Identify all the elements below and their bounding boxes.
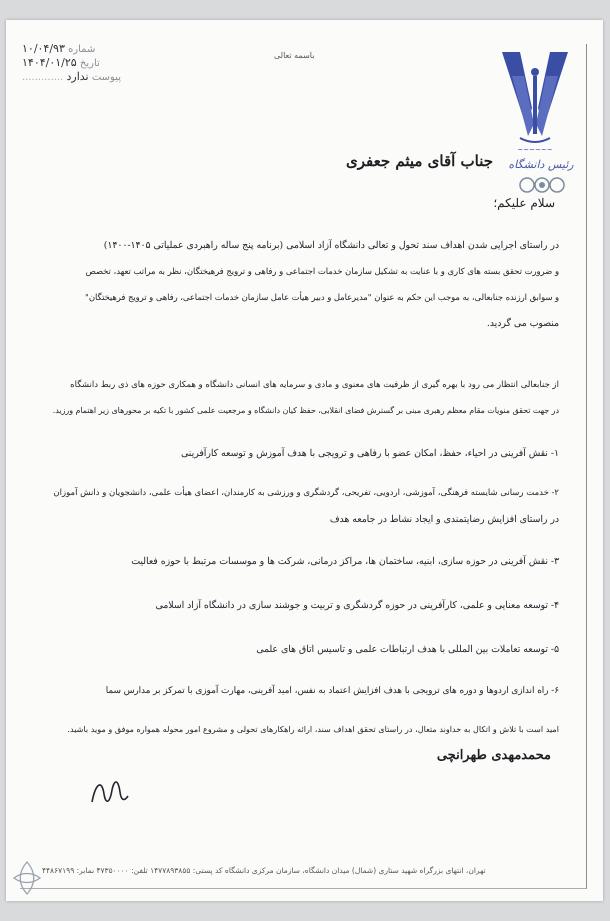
floral-ornament-icon bbox=[511, 174, 573, 196]
footer-fax-label: نمابر: bbox=[76, 866, 95, 875]
number-value: ۱۰/۰۴/۹۳ bbox=[22, 42, 65, 55]
attachment-label: پیوست bbox=[91, 72, 121, 83]
body-line: در جهت تحقق منویات مقام معظم رهبری مبنی بر گسترش فضای انقلابی، حفظ کیان دانشگاه و مرجعیت علمی کشور با تکیه بر محورهای زیر اهتمام ورزید. bbox=[52, 406, 559, 415]
footer-phone-label: تلفن: bbox=[131, 866, 148, 875]
body-line: و ضرورت تحقق بسته های کاری و با عنایت به تشکیل سازمان خدمات اجتماعی و رفاهی و ترویج فرهیختگان، نظر به مراتب تعهد، تخصص bbox=[85, 266, 559, 276]
body-line: در راستای اجرایی شدن اهداف سند تحول و تعالی دانشگاه آزاد اسلامی (برنامه پنج ساله راهبردی عملیاتی ۱۴۰۵-۱۴۰۰) bbox=[103, 240, 559, 251]
letter-sheet bbox=[6, 20, 603, 901]
addressee: جناب آقای میثم جعفری bbox=[346, 152, 493, 170]
svg-text:~~~~~~: ~~~~~~ bbox=[517, 146, 553, 154]
greeting: سلام علیکم؛ bbox=[493, 196, 555, 210]
letter-date-row bbox=[22, 56, 100, 69]
directive-item: ۱- نقش آفرینی در احیاء، حفظ، امکان عضو با رفاهی و ترویجی با هدف آموزش و توسعه کارآفرینی bbox=[181, 448, 559, 459]
date-value: ۱۴۰۴/۰۱/۲۵ bbox=[22, 56, 77, 69]
directive-item: ۲- خدمت رسانی شایسته فرهنگی، آموزشی، اردویی، تفریحی، گردشگری و ورزشی به کارمندان، اعضای هیأت علمی، دانشجویان و دانش آموزان bbox=[53, 488, 559, 498]
directive-item: ۳- نقش آفرینی در حوزه سازی، ابنیه، ساختمان ها، مراکز درمانی، شرکت ها و موسسات مرتبط با حوزه فعالیت bbox=[131, 556, 559, 567]
number-label: شماره bbox=[68, 44, 96, 55]
signature-mark-icon bbox=[88, 772, 132, 812]
date-label: تاریخ bbox=[79, 58, 100, 69]
body-line: و سوابق ارزنده جنابعالی، به موجب این حکم به عنوان "مدیرعامل و دبیر هیأت عامل سازمان خدمات اجتماعی، رفاهی و ترویج فرهیختگان" bbox=[85, 292, 559, 302]
body-line: از جنابعالی انتظار می رود با بهره گیری از ظرفیت های معنوی و مادی و سرمایه های انسانی دانشگاه و همکاری حوزه های ذی ربط دانشگاه bbox=[70, 380, 559, 390]
letter-number-row bbox=[22, 42, 95, 55]
footer-ornament-icon bbox=[10, 858, 44, 898]
directive-item: ۵- توسعه تعاملات بین المللی با هدف ارتباطات علمی و تاسیس اتاق های علمی bbox=[256, 644, 559, 655]
closing-line: امید است با تلاش و اتکال به خداوند متعال، در راستای تحقق اهداف سند، ارائه راهکارهای تحولی و مشروع امور محوله همواره موفق و موید باشید. bbox=[67, 724, 559, 734]
footer-fax-value: ۴۴۸۶۷۱۹۹ bbox=[42, 866, 75, 875]
footer-contact bbox=[42, 866, 486, 875]
bismillah: باسمه تعالی bbox=[274, 51, 315, 60]
attachment-value: ندارد bbox=[66, 70, 89, 83]
letter-attachment-row: پیوست ندارد ............. bbox=[22, 70, 121, 83]
footer-phone-value: ۴۷۳۵۰۰۰۰ bbox=[96, 866, 129, 875]
signatory-name: محمدمهدی طهرانچی bbox=[436, 748, 551, 763]
body-line: منصوب می گردید. bbox=[486, 318, 559, 329]
directive-item: ۴- توسعه معنایی و علمی، کارآفرینی در حوزه گردشگری و تربیت و جوشند سازی در دانشگاه آزاد اسلامی bbox=[155, 600, 559, 611]
footer-postal-value: ۱۴۷۷۸۹۳۸۵۵ bbox=[150, 866, 191, 875]
footer-postal-label: کد پستی: bbox=[192, 866, 223, 875]
university-logo-icon bbox=[498, 46, 572, 156]
directive-item: در راستای افزایش رضایتمندی و ایجاد نشاط در جامعه هدف bbox=[329, 514, 559, 525]
directive-item: ۶- راه اندازی اردوها و دوره های ترویجی با هدف افزایش اعتماد به نفس، امید آفرینی، مهارت آموزی با تمرکز بر مدارس سما bbox=[105, 686, 559, 696]
logo-caption: رئیس دانشگاه bbox=[508, 158, 574, 171]
footer-address: تهران، انتهای بزرگراه شهید ستاری (شمال) میدان دانشگاه، سازمان مرکزی دانشگاه bbox=[224, 866, 486, 875]
